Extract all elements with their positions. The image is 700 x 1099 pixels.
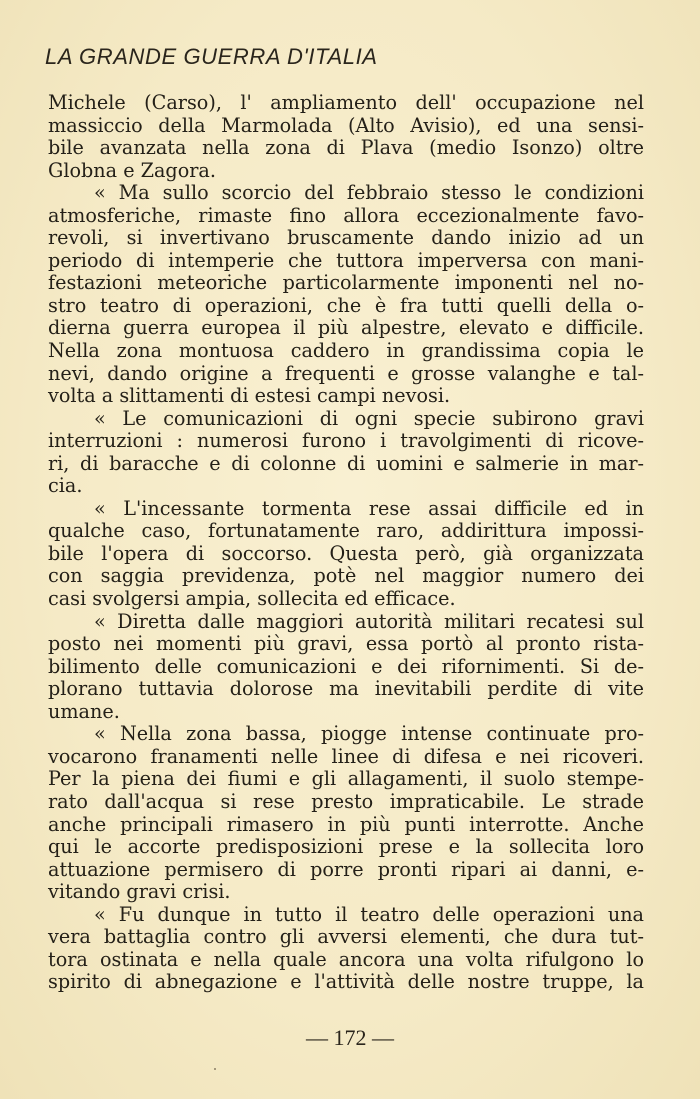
text-line: Michele (Carso), l' ampliamento dell' occupazione nel — [48, 91, 644, 114]
text-line: attuazione permisero di porre pronti ripari ai danni, e- — [48, 857, 644, 881]
text-line: bile l'opera di soccorso. Questa però, già organizzata — [48, 541, 644, 565]
text-line: vitando gravi crisi. — [48, 880, 231, 904]
text-line: rato dall'acqua si rese presto impraticabile. Le strade — [48, 789, 644, 813]
text-line: periodo di intemperie che tuttora imperversa con mani- — [48, 248, 644, 272]
paper-speck — [214, 1068, 216, 1070]
text-line: nevi, dando origine a frequenti e grosse valanghe e tal- — [48, 361, 644, 385]
text-line: vera battaglia contro gli avversi elementi, che dura tut- — [48, 925, 644, 949]
text-line: massiccio della Marmolada (Alto Avisio), ed una sensi- — [48, 113, 644, 137]
text-line: dierna guerra europea il più alpestre, elevato e difficile. — [48, 316, 644, 340]
text-line: volta a slittamenti di estesi campi nevosi. — [48, 384, 451, 408]
text-line: festazioni meteoriche particolarmente imponenti nel no- — [48, 271, 644, 295]
text-line: stro teatro di operazioni, che è fra tutti quelli della o- — [48, 293, 644, 317]
text-line: « Nella zona bassa, piogge intense continuate pro- — [94, 722, 644, 746]
text-line: Globna e Zagora. — [48, 158, 216, 182]
text-line: Per la piena dei fiumi e gli allagamenti, il suolo stempe- — [48, 767, 644, 791]
text-line: con saggia previdenza, potè nel maggior numero dei — [48, 564, 644, 588]
page-number: — 172 — — [306, 1025, 394, 1050]
text-line: « Le comunicazioni di ogni specie subirono gravi — [94, 406, 644, 430]
text-line: revoli, si invertivano bruscamente dando inizio ad un — [48, 226, 644, 250]
text-line: bile avanzata nella zona di Plava (medio Isonzo) oltre — [48, 136, 644, 160]
text-line: interruzioni : numerosi furono i travolgimenti di ricove- — [48, 429, 644, 453]
text-line: casi svolgersi ampia, sollecita ed efficace. — [48, 587, 456, 611]
text-line: tora ostinata e nella quale ancora una volta rifulgono lo — [48, 947, 644, 971]
text-line: ri, di baracche e di colonne di uomini e salmerie in mar- — [48, 451, 644, 475]
text-line: « Ma sullo scorcio del febbraio stesso le condizioni — [94, 181, 644, 205]
text-line: « Diretta dalle maggiori autorità militari recatesi sul — [94, 609, 644, 633]
text-line: bilimento delle comunicazioni e dei rifornimenti. Si de- — [48, 654, 644, 678]
body-text — [48, 92, 644, 994]
running-head: LA GRANDE GUERRA D'ITALIA — [45, 44, 378, 69]
text-line: Nella zona montuosa caddero in grandissima copia le — [48, 339, 644, 363]
text-line: vocarono franamenti nelle linee di difesa e nei ricoveri. — [48, 744, 644, 768]
text-line: cia. — [48, 474, 83, 498]
text-line: atmosferiche, rimaste fino allora eccezionalmente favo- — [48, 203, 644, 227]
text-line: posto nei momenti più gravi, essa portò al pronto rista- — [48, 632, 644, 656]
text-line: qualche caso, fortunatamente raro, addirittura impossi- — [48, 519, 644, 543]
text-line: « L'incessante tormenta rese assai difficile ed in — [94, 496, 644, 520]
text-line: spirito di abnegazione e l'attività delle nostre truppe, la — [48, 970, 644, 994]
text-line: umane. — [48, 699, 120, 723]
text-line: anche principali rimasero in più punti interrotte. Anche — [48, 812, 644, 836]
text-line: « Fu dunque in tutto il teatro delle operazioni una — [94, 902, 644, 926]
text-line: qui le accorte predisposizioni prese e la sollecita loro — [48, 835, 644, 859]
text-line: plorano tuttavia dolorose ma inevitabili perdite di vite — [48, 677, 644, 701]
